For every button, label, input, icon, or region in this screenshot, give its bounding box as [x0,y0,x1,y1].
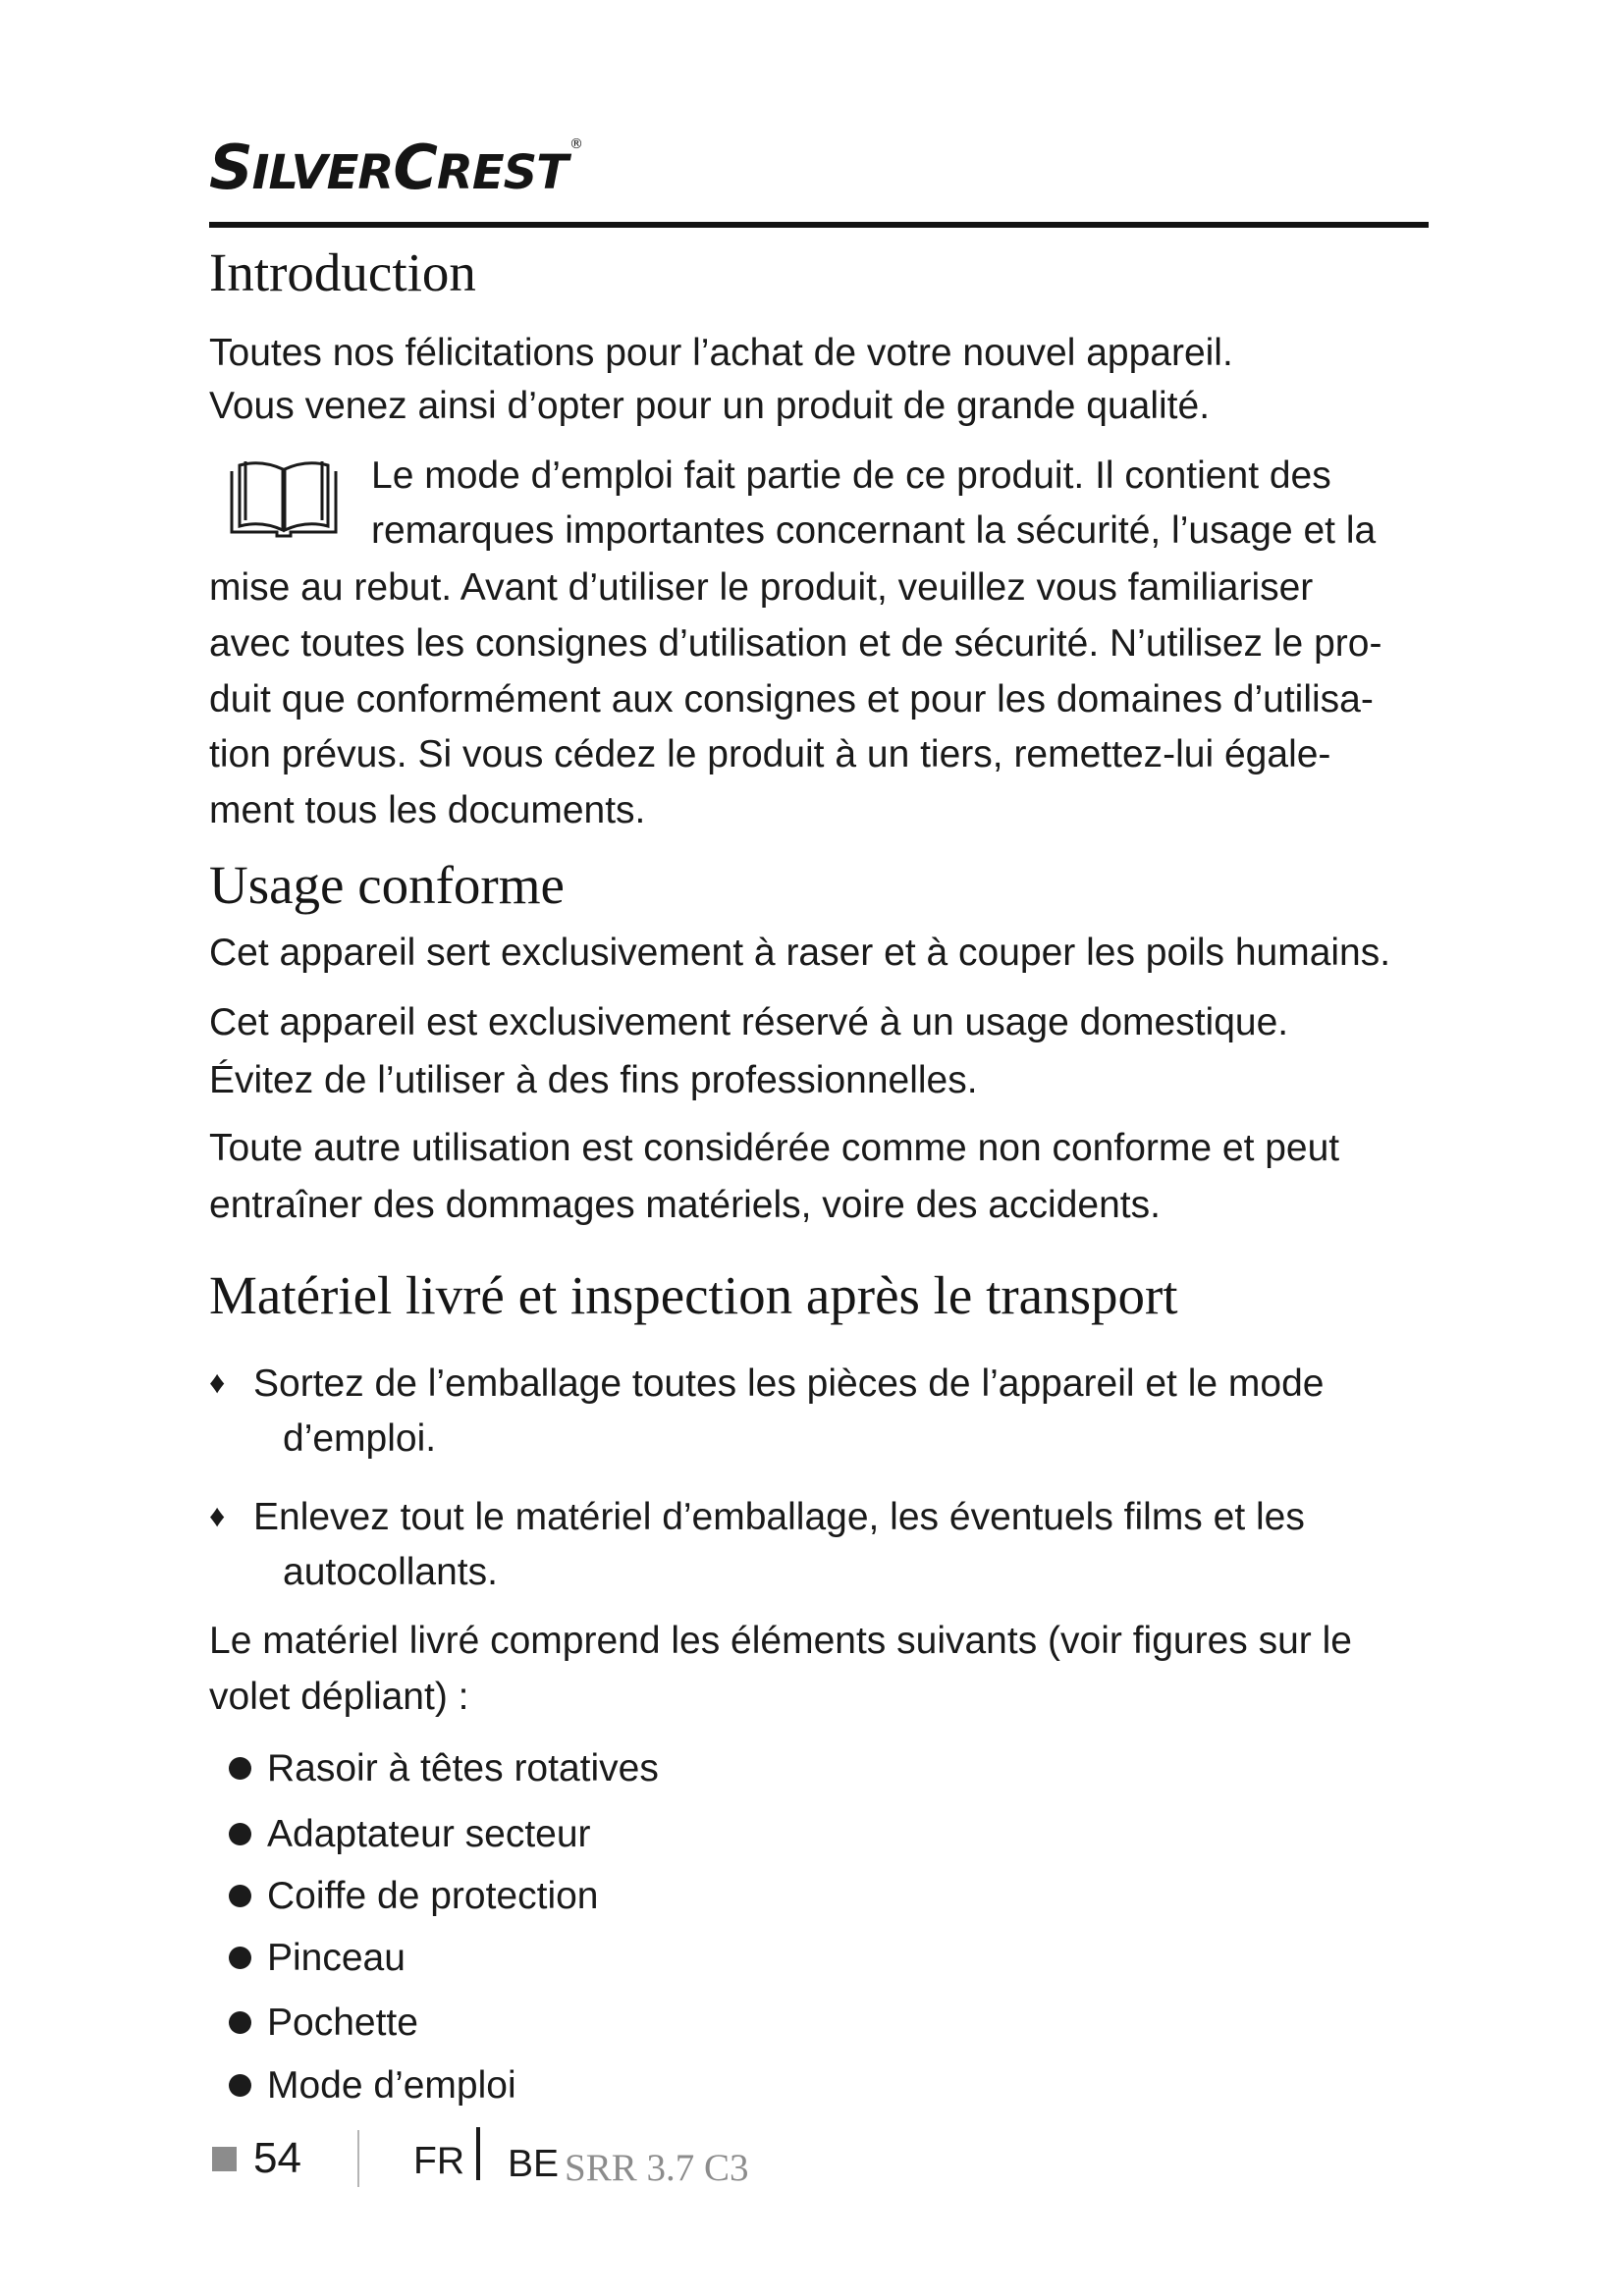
item-3: Coiffe de protection [267,1875,599,1917]
usage-line-2: Cet appareil est exclusivement réservé à un usage domestique. [209,1001,1289,1043]
intro-line-7: duit que conformément aux consignes et pour les domaines d’utilisa- [209,678,1374,721]
footer-divider [357,2130,359,2187]
brand-rest-2: REST [436,145,568,200]
intro-line-5: mise au rebut. Avant d’utiliser le produit, veuillez vous familiariser [209,566,1314,609]
intro-line-6: avec toutes les consignes d’utilisation et de sécurité. N’utilisez le pro- [209,622,1382,665]
usage-line-3: Évitez de l’utiliser à des fins professionnelles. [209,1059,978,1101]
step-2-line-1: Enlevez tout le matériel d’emballage, les éventuels films et les [253,1496,1305,1538]
bullet-icon [229,2074,251,2097]
introduction-heading: Introduction [209,242,476,302]
intro-line-9: ment tous les documents. [209,789,646,831]
item-1: Rasoir à têtes rotatives [267,1747,659,1789]
step-1-line-2: d’emploi. [283,1417,437,1460]
bullet-icon [229,1885,251,1907]
usage-line-4: Toute autre utilisation est considérée comme non conforme et peut [209,1127,1340,1169]
bullet-icon [229,1947,251,1969]
brand-trademark: ® [568,136,582,152]
item-2: Adaptateur secteur [267,1813,591,1855]
footer-language: FR [413,2140,464,2182]
item-5: Pochette [267,2002,418,2044]
delivery-heading: Matériel livré et inspection après le transport [209,1265,1178,1325]
step-1-diamond-icon: ♦ [209,1364,226,1400]
intro-line-4: remarques importantes concernant la sécurité, l’usage et la [371,509,1377,552]
footer-square-icon [212,2147,237,2171]
usage-heading: Usage conforme [209,855,565,915]
step-2-diamond-icon: ♦ [209,1498,226,1533]
item-4: Pinceau [267,1937,406,1979]
bullet-icon [229,1757,251,1780]
intro-line-3: Le mode d’emploi fait partie de ce produit. Il contient des [371,454,1331,497]
item-6: Mode d’emploi [267,2064,516,2107]
intro-line-1: Toutes nos félicitations pour l’achat de votre nouvel appareil. [209,332,1233,374]
open-book-icon [222,452,346,545]
brand-logo [209,132,582,203]
brand-initial-s: S [209,132,252,203]
footer-model: SRR 3.7 C3 [565,2147,749,2189]
page-number: 54 [253,2134,301,2182]
bullet-icon [229,2011,251,2034]
brand-rest-1: ILVER [251,145,394,200]
intro-line-8: tion prévus. Si vous cédez le produit à un tiers, remettez-lui égale- [209,733,1331,775]
usage-line-5: entraîner des dommages matériels, voire des accidents. [209,1184,1161,1226]
intro-line-2: Vous venez ainsi d’opter pour un produit de grande qualité. [209,385,1211,427]
brand-initial-c: C [393,132,437,203]
header-rule [209,222,1429,228]
step-2-line-2: autocollants. [283,1551,498,1593]
footer-divider [476,2127,480,2180]
bullet-icon [229,1823,251,1845]
usage-line-1: Cet appareil sert exclusivement à raser et à couper les poils humains. [209,932,1391,974]
delivery-intro-line-1: Le matériel livré comprend les éléments suivants (voir figures sur le [209,1620,1352,1662]
step-1-line-1: Sortez de l’emballage toutes les pièces de l’appareil et le mode [253,1362,1325,1405]
delivery-intro-line-2: volet dépliant) : [209,1676,469,1718]
footer-language-2: BE [508,2143,560,2185]
